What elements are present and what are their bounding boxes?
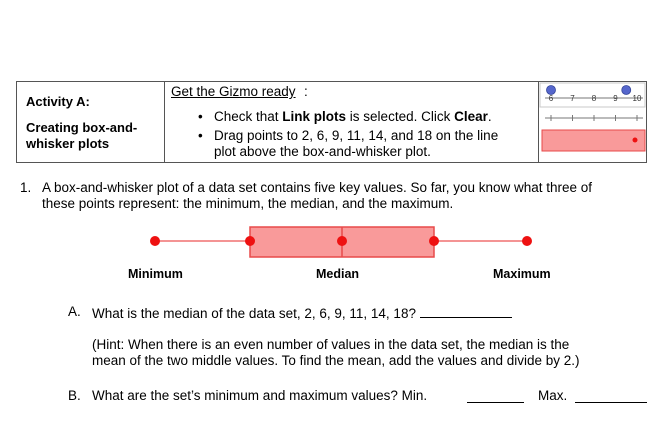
thumb-tick-label: 8 [591, 94, 597, 103]
bullet-1-period: . [487, 109, 492, 124]
activity-title: Activity A: [26, 94, 90, 109]
min-answer-blank[interactable] [467, 389, 524, 403]
thumb-tick-label: 6 [548, 94, 554, 103]
gizmo-thumbnail [539, 82, 646, 162]
bullet-dot-icon: • [198, 128, 203, 143]
minimum-point [150, 236, 160, 246]
minimum-label: Minimum [128, 267, 183, 281]
bullet-dot-icon: • [198, 109, 203, 124]
maximum-point [522, 236, 532, 246]
median-point [337, 236, 347, 246]
activity-title-cell [17, 82, 165, 162]
hint-line2: mean of the two middle values. To find the mean, add the values and divide by 2.) [92, 353, 580, 368]
q1-point [245, 236, 255, 246]
part-a-question [92, 304, 512, 321]
hint-line1: (Hint: When there is an even number of values in the data set, the median is the [92, 337, 570, 352]
q3-point [429, 236, 439, 246]
activity-table [16, 81, 647, 163]
part-a-question-text: What is the median of the data set, 2, 6, 9, 11, 14, 18? [92, 306, 416, 321]
thumb-box-point [633, 138, 638, 143]
activity-subtitle-line1: Creating box-and- [26, 120, 138, 135]
bullet-2-line1: Drag points to 2, 6, 9, 11, 14, and 18 on the line [214, 128, 499, 143]
question-1-number: 1. [20, 180, 32, 195]
activity-subtitle-line2: whisker plots [26, 136, 110, 151]
part-b-question: What are the set’s minimum and maximum values? Min. [92, 388, 428, 403]
bullet-1-text: Check that [214, 109, 283, 124]
thumb-box [542, 130, 645, 151]
thumb-tick-label: 10 [632, 94, 642, 103]
bullet-2-line2: plot above the box-and-whisker plot. [214, 143, 431, 159]
question-1-line1: A box-and-whisker plot of a data set contains five key values. So far, you know what three of [42, 180, 593, 195]
maximum-label: Maximum [493, 267, 551, 281]
median-answer-blank[interactable] [420, 304, 512, 318]
link-plots-label: Link plots [282, 109, 347, 124]
instructions-colon: : [304, 84, 308, 99]
question-1-text [42, 180, 652, 212]
max-label: Max. [538, 388, 568, 403]
part-a-hint [92, 337, 580, 369]
instructions-heading: Get the Gizmo ready [171, 84, 296, 99]
thumb-tick-label: 7 [570, 94, 575, 103]
instructions-cell [165, 82, 539, 162]
activity-subtitle [26, 120, 162, 152]
max-answer-blank[interactable] [575, 389, 647, 403]
thumb-dot[interactable] [622, 86, 631, 95]
gizmo-thumbnail-plot [539, 82, 646, 162]
thumb-tick-label: 9 [613, 94, 618, 103]
clear-label: Clear [454, 109, 488, 124]
part-b-letter: B. [68, 388, 81, 403]
bullet-1-text-mid: is selected. Click [346, 109, 455, 124]
box-whisker-plot [0, 220, 664, 262]
part-a-letter: A. [68, 304, 81, 319]
median-label: Median [316, 267, 360, 281]
bullet-2 [198, 128, 499, 159]
question-1-line2: these points represent: the minimum, the median, and the maximum. [42, 196, 454, 211]
bullet-1 [198, 109, 492, 125]
